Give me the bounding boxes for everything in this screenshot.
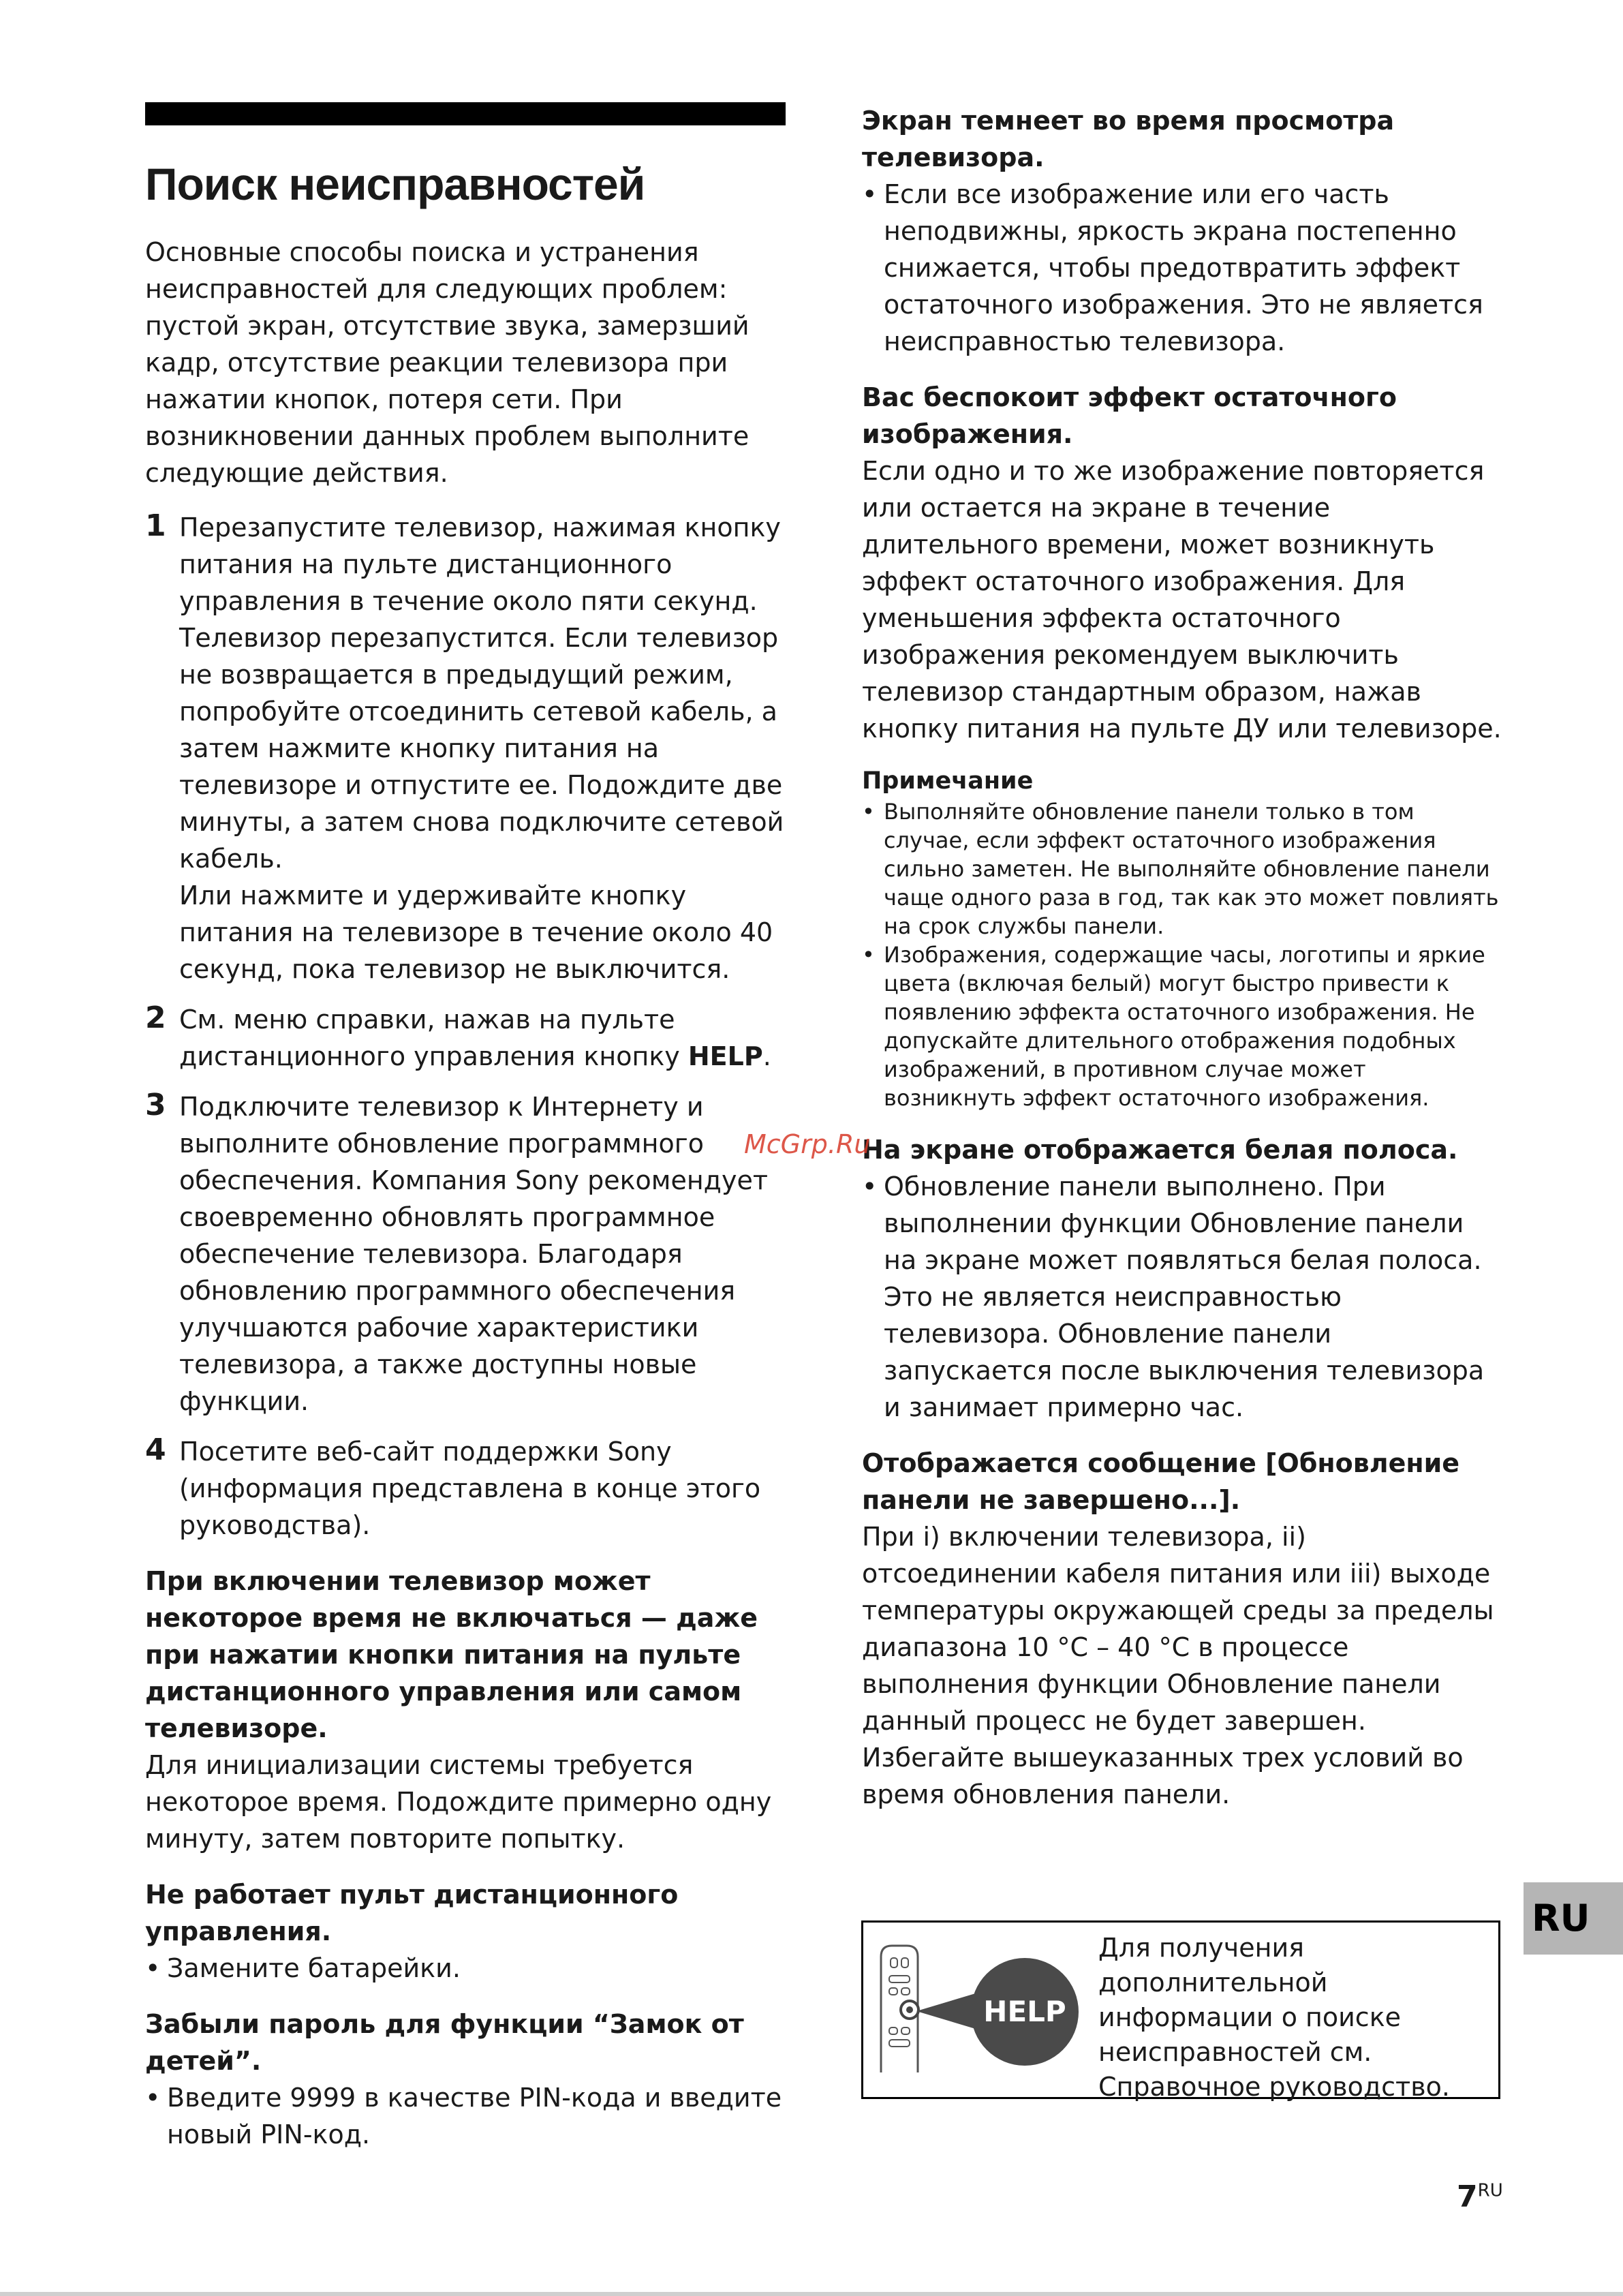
- step-3: [145, 1088, 786, 1420]
- help-button-icon: HELP: [971, 1958, 1079, 2066]
- section-password: [145, 2006, 786, 2153]
- title-rule: [145, 102, 786, 125]
- help-keyword: HELP: [687, 1041, 763, 1072]
- note-item: • Изображения, содержащие часы, логотипы и яркие цвета (включая белый) могут быстро привести к появлению эффекта остаточного изображения. Не допускайте длительного отображения подобных изображений, в противном случае может возникнуть эффект остаточного изображения.: [862, 942, 1485, 1111]
- help-info-box: [861, 1920, 1500, 2102]
- section-heading: Вас беспокоит эффект остаточного изображения.: [862, 382, 1397, 449]
- step-number: 3: [145, 1088, 166, 1123]
- bottom-rule: [0, 2292, 1623, 2296]
- section-remote: [145, 1876, 786, 1987]
- right-column: [862, 102, 1502, 1813]
- section-heading: При включении телевизор может некоторое время не включаться — даже при нажатии кнопки питания на пульте дистанционного управления или самом телевизоре.: [145, 1566, 758, 1744]
- note-item: • Выполняйте обновление панели только в том случае, если эффект остаточного изображения сильно заметен. Не выполняйте обновление панели чаще одного раза в год, так как это может повлиять на срок службы панели.: [862, 799, 1499, 939]
- note-title: Примечание: [862, 767, 1034, 795]
- section-body: Если одно и то же изображение повторяется или остается на экране в течение длительного времени, может возникнуть эффект остаточного изображения. Для уменьшения эффекта остаточного изображения рекомендуем выключить телевизор стандартным образом, нажав кнопку питания на пульте ДУ или телевизоре.: [862, 456, 1502, 744]
- note-block: [862, 765, 1502, 1112]
- page-title: Поиск неисправностей: [145, 159, 645, 209]
- step-text: Подключите телевизор к Интернету и выполните обновление программного обеспечения. Компания Sony рекомендует своевременно обновлять программное обеспечение телевизора. Благодаря обновлению программного обеспечения улучшаются рабочие характеристики телевизора, а также доступны новые функции.: [179, 1092, 768, 1417]
- page-number: $7^{RU}$: [1457, 2179, 1503, 2214]
- section-heading: Забыли пароль для функции “Замок от детей”.: [145, 2009, 744, 2077]
- step-2: [145, 1001, 786, 1075]
- left-column: [145, 102, 786, 2153]
- step-text: Посетите веб-сайт поддержки Sony (информация представлена в конце этого руководства).: [179, 1437, 761, 1541]
- step-text: См. меню справки, нажав на пульте дистанционного управления кнопку HELP.: [179, 1005, 771, 1072]
- section-body: При i) включении телевизора, ii) отсоединении кабеля питания или iii) выходе температуры окружающей среды за пределы диапазона 10 °C – 40 °C в процессе выполнения функции Обновление панели данный процесс не будет завершен. Избегайте вышеуказанных трех условий во время обновления панели.: [862, 1522, 1494, 1809]
- step-number: 2: [145, 1000, 166, 1036]
- page-number-suffix: RU: [1477, 2180, 1503, 2201]
- help-box-text: Для получения дополнительной информации о поиске неисправностей см. Справочное руководство.: [1098, 1933, 1450, 2102]
- section-body: Для инициализации системы требуется некоторое время. Подождите примерно одну минуту, затем повторите попытку.: [145, 1750, 772, 1854]
- step-text-continued: Или нажмите и удерживайте кнопку питания на телевизоре в течение около 40 секунд, пока телевизор не выключится.: [179, 881, 773, 985]
- step-number: 1: [145, 508, 166, 544]
- section-heading: На экране отображается белая полоса.: [862, 1135, 1458, 1165]
- language-tab: RU: [1524, 1882, 1623, 1955]
- step-4: [145, 1433, 786, 1544]
- bullet-item: • Обновление панели выполнено. При выполнении функции Обновление панели на экране может появляться белая полоса. Это не является неисправностью телевизора. Обновление панели запускается после выключения телевизора и занимает примерно час.: [862, 1172, 1485, 1422]
- section-image-retention: [862, 379, 1502, 747]
- step-1: [145, 509, 786, 988]
- bullet-item: • Введите 9999 в качестве PIN-кода и введите новый PIN-код.: [145, 2083, 782, 2150]
- bullet-item: • Если все изображение или его часть неподвижны, яркость экрана постепенно снижается, чтобы предотвратить эффект остаточного изображения. Это не является неисправностью телевизора.: [862, 179, 1483, 356]
- section-heading: Не работает пульт дистанционного управления.: [145, 1880, 679, 1947]
- section-screen-dims: [862, 102, 1502, 360]
- intro-paragraph: Основные способы поиска и устранения неисправностей для следующих проблем: пустой экран, отсутствие звука, замерзший кадр, отсутствие реакции телевизора при нажатии кнопок, потеря сети. При возникновении данных проблем выполните следующие действия.: [145, 237, 749, 489]
- section-heading: Экран темнеет во время просмотра телевизора.: [862, 106, 1395, 172]
- section-slow-startup: [145, 1563, 786, 1857]
- section-heading: Отображается сообщение [Обновление панели не завершено...].: [862, 1448, 1460, 1515]
- bullet-item: • Замените батарейки.: [145, 1953, 461, 1984]
- section-panel-refresh: [862, 1445, 1502, 1813]
- section-white-bar: [862, 1131, 1502, 1426]
- step-number: 4: [145, 1433, 166, 1468]
- step-text: Перезапустите телевизор, нажимая кнопку питания на пульте дистанционного управления в течение около пяти секунд. Телевизор перезапустится. Если телевизор не возвращается в предыдущий режим, попробуйте отсоединить сетевой кабель, а затем нажмите кнопку питания на телевизоре и отпустите ее. Подождите две минуты, а затем снова подключите сетевой кабель.: [179, 512, 784, 874]
- watermark: McGrp.Ru: [744, 1129, 871, 1159]
